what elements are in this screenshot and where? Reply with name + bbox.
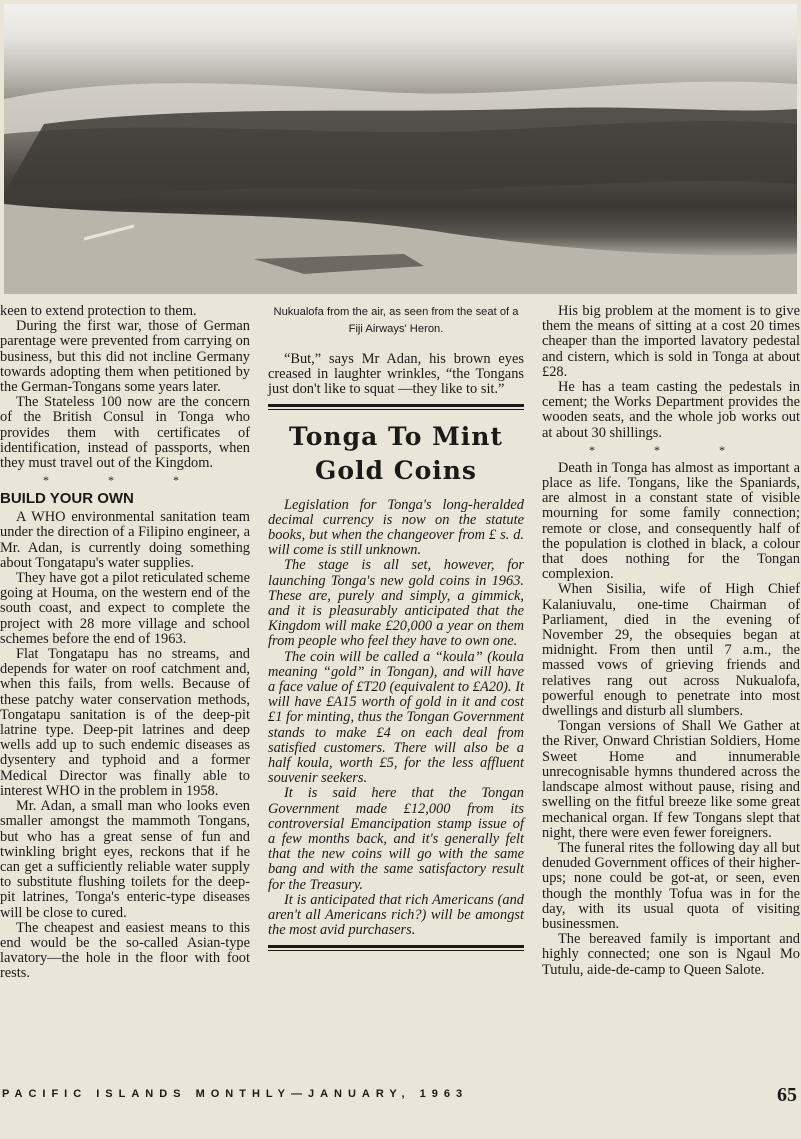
double-rule (268, 945, 524, 951)
left-paragraph: keen to extend protection to them. (0, 303, 197, 319)
article-headline (268, 420, 524, 488)
article-paragraph: It is said here that the Tongan Government made £12,000 from its controversial Emancipation stamp issue of a few months back, and it's generally felt that the new coins will go with the same bang and with the same satisfactory result for the Treasury. (268, 785, 524, 893)
aerial-photo-illustration (4, 4, 797, 294)
right-paragraph: The bereaved family is important and highly connected; one son is Ngaul Mo Tutulu, aide-de-camp to Queen Salote. (542, 931, 800, 978)
section-divider-stars: * * * (589, 442, 753, 457)
right-paragraph: His big problem at the moment is to give them the means of sitting at a cost 20 times cheaper than the imported lavatory pedestal and cistern, which is sold in Tonga at about £28. (542, 303, 800, 380)
double-rule (268, 404, 524, 410)
left-column (0, 304, 250, 982)
aerial-photo (4, 4, 797, 294)
article-body (268, 498, 524, 939)
middle-column (268, 304, 524, 961)
article-paragraph: The coin will be called a “koula” (koula meaning “gold” in Tongan), and will have a face value of £T20 (equivalent to £A20). It will have £A15 worth of gold in it and cost £1 for minting, thus the Tongan Government stands to make £4 on each deal from satisfied customers. There will also be a half koula, worth £5, for the less affluent souvenir seekers. (268, 648, 524, 787)
section-divider-stars: * * * (43, 473, 207, 488)
subheading-build-your-own: BUILD YOUR OWN (0, 490, 134, 508)
left-paragraph: Flat Tongatapu has no streams, and depends for water on roof catchment and, when this fails, from wells. Because of these patchy water conservation methods, Tongatapu sanitation is of the deep-pit latrine type. Deep-pit latrines and deep wells add up to such endemic diseases as dysentery and typhoid and a former Medical Director was finally able to interest WHO in the problem in 1958. (0, 646, 250, 799)
photo-caption: Nukualofa from the air, as seen from the seat of a Fiji Airways' Heron. (273, 306, 519, 335)
left-paragraph: They have got a pilot reticulated scheme going at Houma, on the western end of the south coast, and expect to complete the project with 28 more village and school schemes before the end of 1963. (0, 570, 250, 647)
article-paragraph: The stage is all set, however, for launching Tonga's new gold coins in 1963. These are, purely and simply, a gimmick, and it is pleasurably anticipated that the Kingdom will make £20,000 a year on them from people who feel they have to own one. (268, 557, 524, 650)
headline-line-2: Gold Coins (314, 455, 478, 485)
right-paragraph: Death in Tonga has almost as important a place as life. Tongans, like the Spaniards, are almost in a constant state of visible mourning for some family connection; remote or close, and consequently half of the population is clothed in black, a colour that does nothing for the Tongan complexion. (542, 459, 800, 583)
left-paragraph: Mr. Adan, a small man who looks even smaller amongst the mammoth Tongans, but who has a great sense of fun and twinkling bright eyes, reckons that if he can get a sufficiently reliable water supply to substitute flushing toilets for the deep-pit latrines, Tonga's enteric-type diseases will be close to cured. (0, 798, 250, 921)
left-paragraph: The cheapest and easiest means to this end would be the so-called Asian-type lavatory—the hole in the floor with foot rests. (0, 919, 250, 982)
left-paragraph: A WHO environmental sanitation team under the direction of a Filipino engineer, a Mr. Adan, is currently doing something about Tongatapu's water supplies. (0, 509, 250, 571)
right-paragraph: Tongan versions of Shall We Gather at the River, Onward Christian Soldiers, Home Sweet Home and innumerable unrecognisable hymns thundered across the landscape almost without pause, rising and swelling on the fitful breeze like some great mechanical organ. If few Tongans slept that night, there were even fewer foreigners. (542, 718, 800, 841)
article-paragraph: Legislation for Tonga's long-heralded decimal currency is now on the statute books, but when the changeover from £ s. d. will come is still unknown. (268, 496, 524, 559)
headline-line-1: Tonga To Mint (289, 421, 503, 451)
right-paragraph: He has a team casting the pedestals in cement; the Works Department provides the wooden seats, and the whole job works out at about 30 shillings. (542, 379, 800, 441)
right-paragraph: The funeral rites the following day all but denuded Government offices of their higher-ups; none could be got-at, or seen, even though the monthly Tofua was in for the day, with its usual quota of visiting businessmen. (542, 839, 800, 932)
page-footer (0, 1084, 801, 1106)
left-paragraph: The Stateless 100 now are the concern of the British Consul in Tonga who provides them with certificates of identification, instead of passports, when they must travel out of the Kingdom. (0, 394, 250, 472)
article-paragraph: It is anticipated that rich Americans (and aren't all Americans rich?) will be amongst the most avid purchasers. (268, 891, 524, 939)
quote-paragraph: “But,” says Mr Adan, his brown eyes creased in laughter wrinkles, “the Tongans just don't like to squat —they like to sit.” (268, 351, 524, 398)
masthead: PACIFIC ISLANDS MONTHLY—JANUARY, 1963 (2, 1088, 469, 1100)
right-column (542, 304, 800, 978)
right-paragraph: When Sisilia, wife of High Chief Kalaniuvalu, one-time Chairman of Parliament, died in the evening of November 29, the obsequies began at midnight. From then until 7 a.m., the massed vows of grieving friends and relatives rang out across Nukualofa, powerful enough to penetrate into most dwellings and disturb all slumbers. (542, 581, 800, 720)
page-number: 65 (777, 1084, 797, 1106)
left-paragraph: During the first war, those of German parentage were prevented from carrying on business, but this did not incline Germany towards adopting them when petitioned by the German-Tongans some years later. (0, 318, 250, 396)
